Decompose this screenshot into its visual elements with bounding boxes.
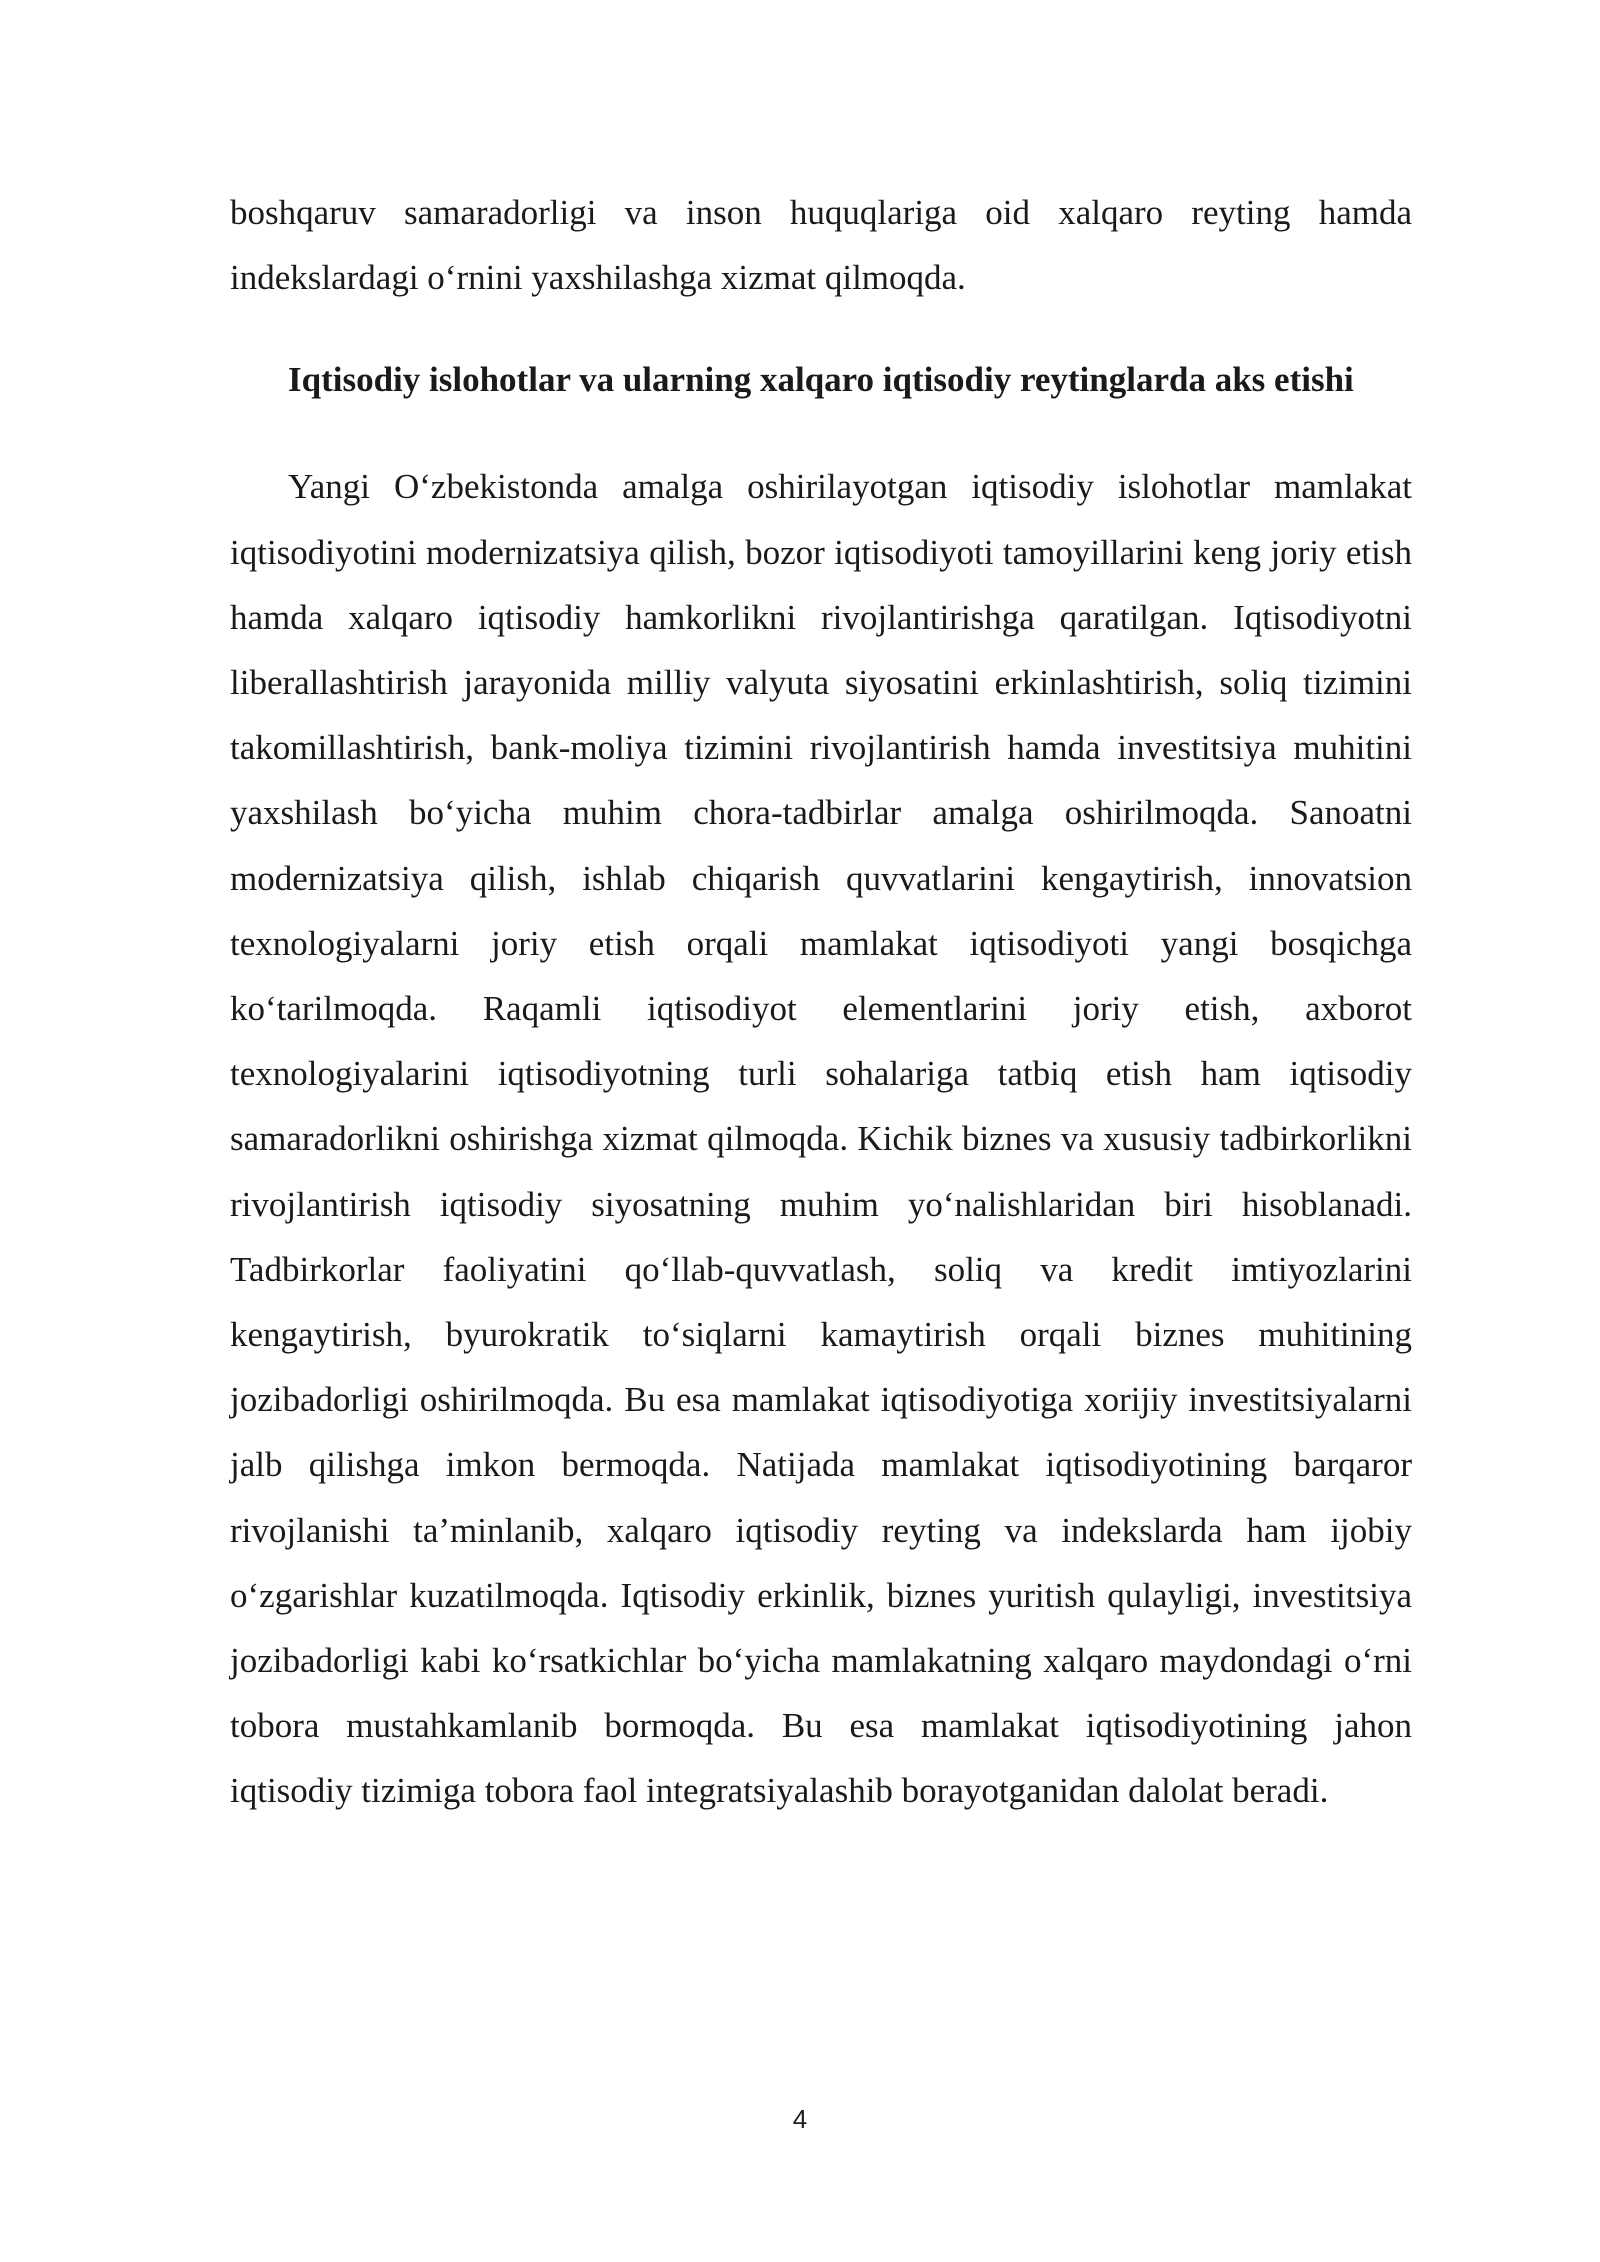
body-paragraph: Yangi O‘zbekistonda amalga oshirilayotgan iqtisodiy islohotlar mamlakat iqtisodiyotini modernizatsiya qilish, bozor iqtisodiyoti tamoyillarini keng joriy etish hamda xalqaro iqtisodiy hamkorlikni rivojlantirishga qaratilgan. Iqtisodiyotni liberallashtirish jarayonida milliy valyuta siyosatini erkinlashtirish, soliq tizimini takomillashtirish, bank-moliya tizimini rivojlantirish hamda investitsiya muhitini yaxshilash bo‘yicha muhim chora-tadbirlar amalga oshirilmoqda. Sanoatni modernizatsiya qilish, ishlab chiqarish quvvatlarini kengaytirish, innovatsion texnologiyalarni joriy etish orqali mamlakat iqtisodiyoti yangi bosqichga ko‘tarilmoqda. Raqamli iqtisodiyot elementlarini joriy etish, axborot texnologiyalarini iqtisodiyotning turli sohalariga tatbiq etish ham iqtisodiy samaradorlikni oshirishga xizmat qilmoqda. Kichik biznes va xususiy tadbirkorlikni rivojlantirish iqtisodiy siyosatning muhim yo‘nalishlaridan biri hisoblanadi. Tadbirkorlar faoliyatini qo‘llab-quvvatlash, soliq va kredit imtiyozlarini kengaytirish, byurokratik to‘siqlarni kamaytirish orqali biznes muhitining jozibadorligi oshirilmoqda. Bu esa mamlakat iqtisodiyotiga xorijiy investitsiyalarni jalb qilishga imkon bermoqda. Natijada mamlakat iqtisodiyotining barqaror rivojlanishi ta’minlanib, xalqaro iqtisodiy reyting va indekslarda ham ijobiy o‘zgarishlar kuzatilmoqda. Iqtisodiy erkinlik, biznes yuritish qulayligi, investitsiya jozibadorligi kabi ko‘rsatkichlar bo‘yicha mamlakatning xalqaro maydondagi o‘rni tobora mustahkamlanib bormoqda. Bu esa mamlakat iqtisodiyotining jahon iqtisodiy tizimiga tobora faol integratsiyalashib borayotganidan dalolat beradi. bbox=[230, 467, 1412, 1811]
document-page bbox=[230, 180, 1412, 1824]
section-heading: Iqtisodiy islohotlar va ularning xalqaro iqtisodiy reytinglarda aks etishi bbox=[288, 360, 1354, 400]
page-number: 4 bbox=[792, 2104, 808, 2134]
lead-paragraph: boshqaruv samaradorligi va inson huquqlariga oid xalqaro reyting hamda indekslardagi o‘rnini yaxshilashga xizmat qilmoqda. bbox=[230, 193, 1412, 298]
